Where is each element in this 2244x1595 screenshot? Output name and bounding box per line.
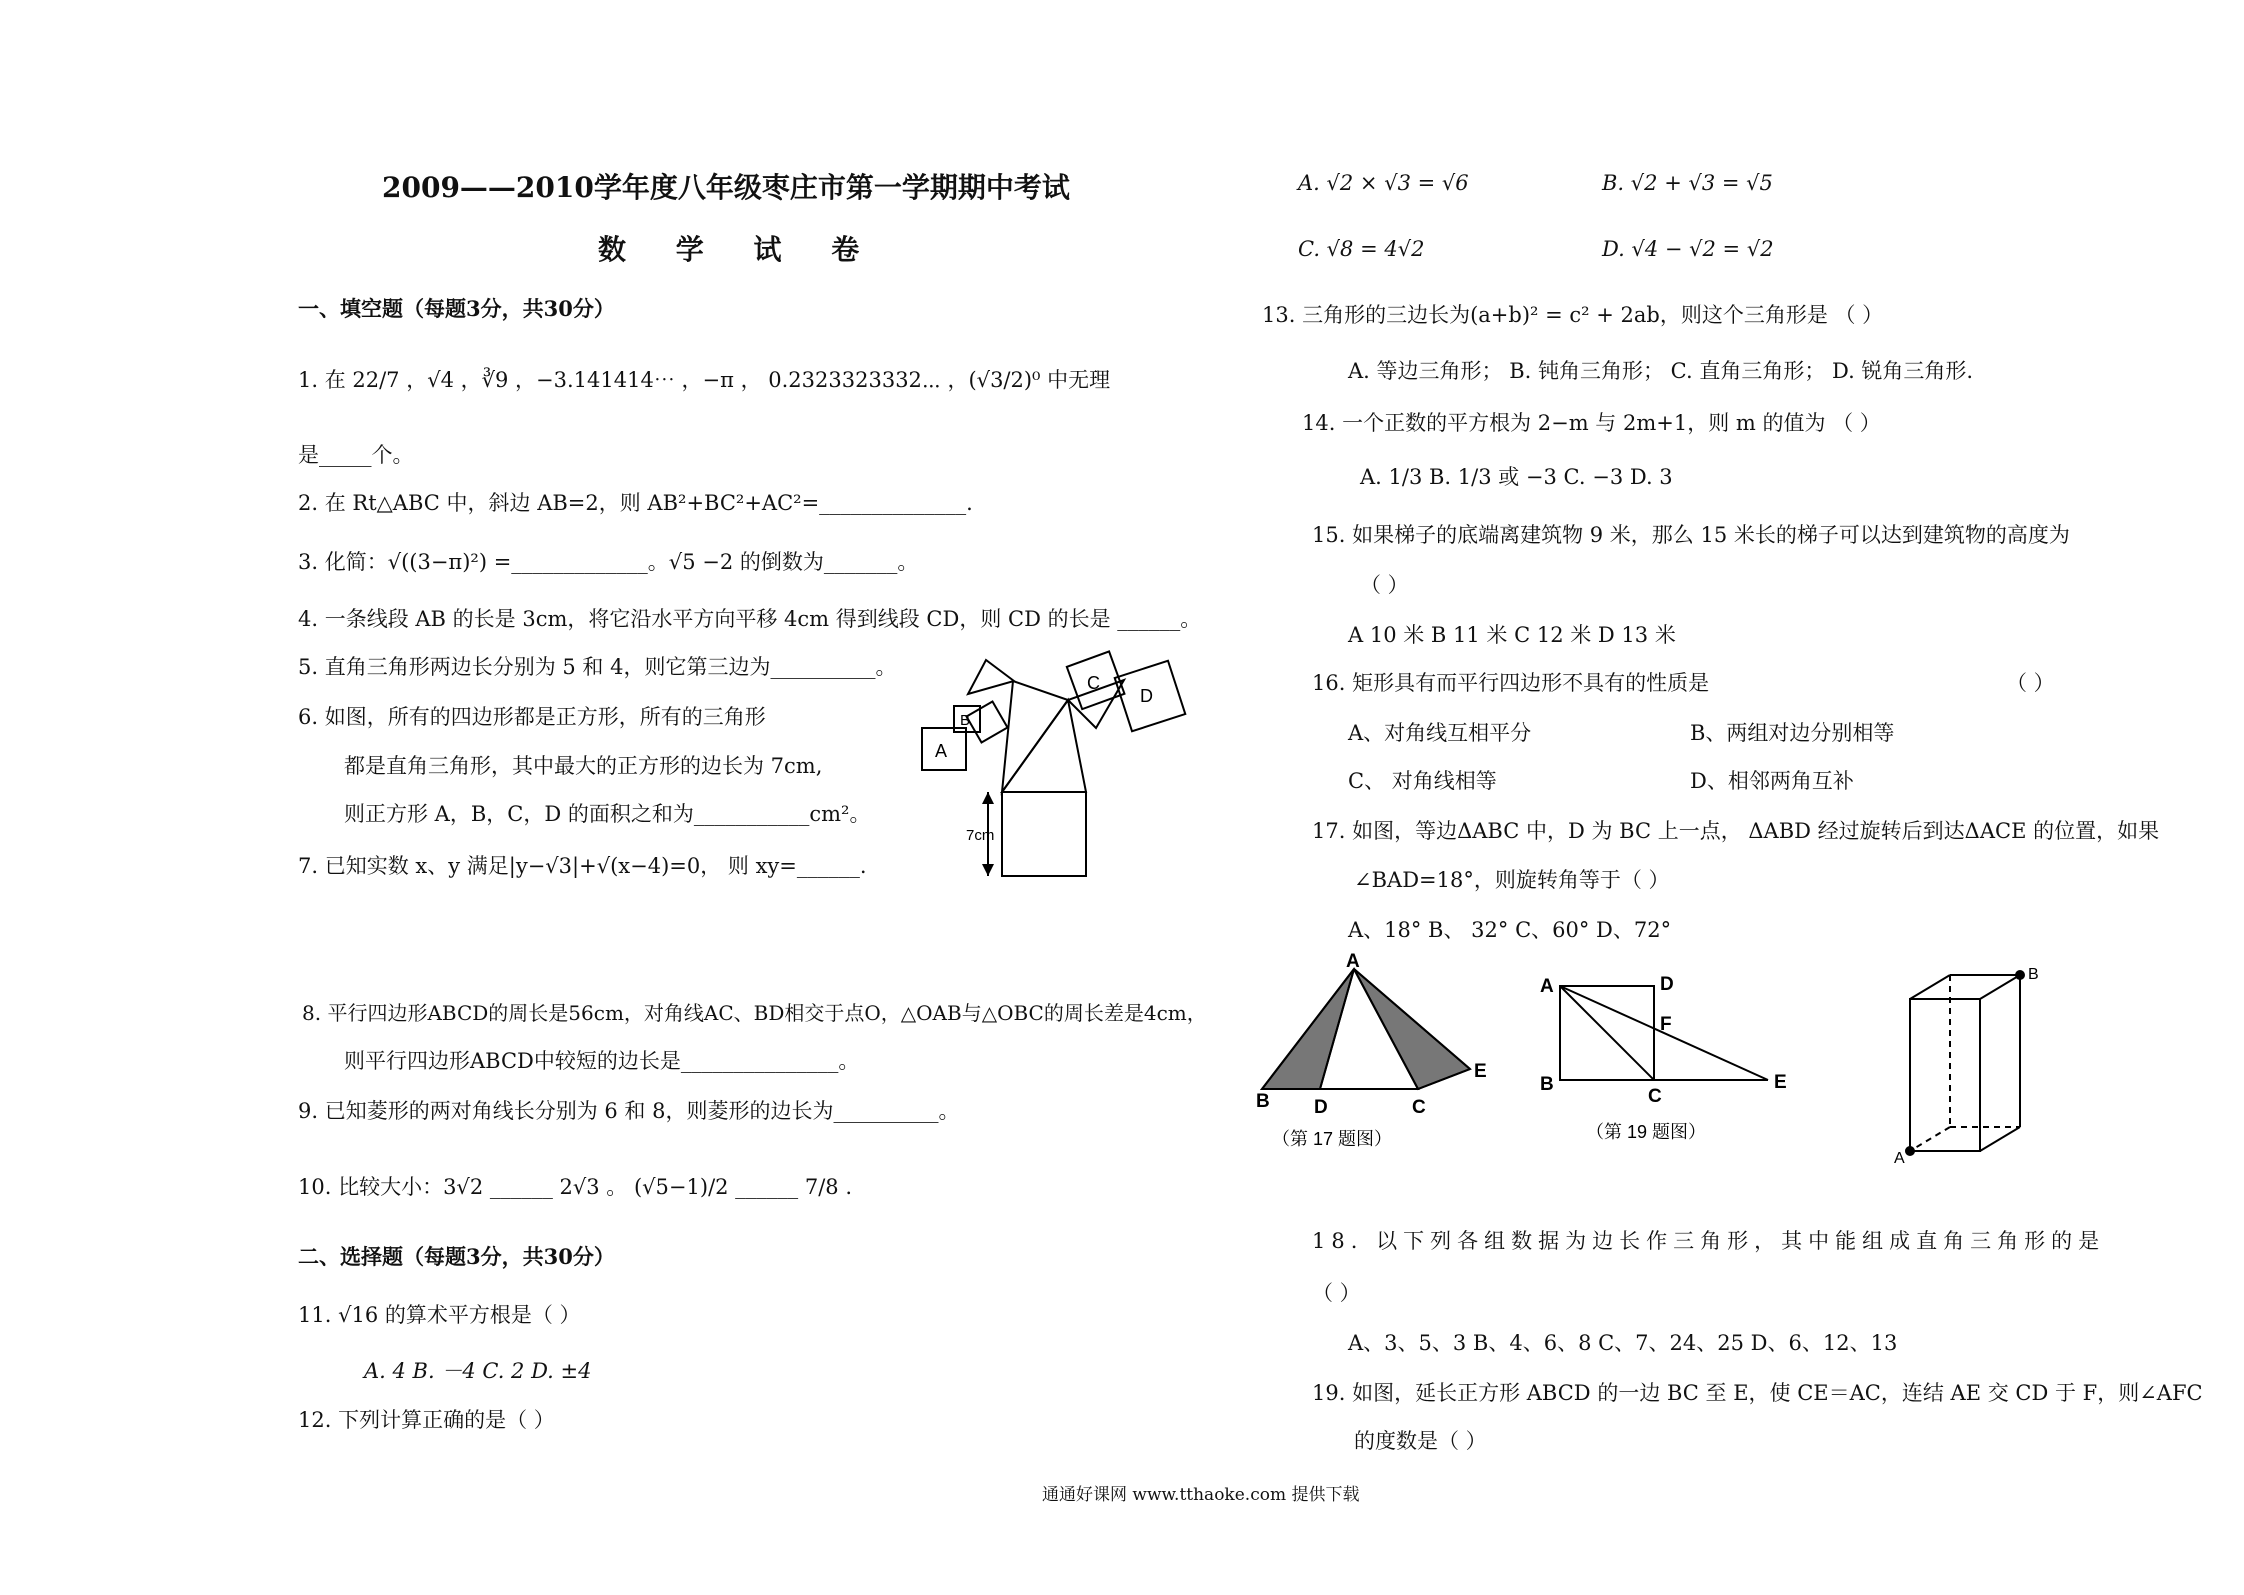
question-17-options: A、18° B、 32° C、60° D、72°: [1348, 918, 1672, 942]
question-8: 8. 平行四边形ABCD的周长是56cm，对角线AC、BD相交于点O，△OAB与△OBC的周长差是4cm，: [302, 1001, 1207, 1025]
fig19-label-f: F: [1660, 1014, 1672, 1035]
page-footer: 通通好课网 www.tthaoke.com 提供下载: [1042, 1485, 1360, 1505]
question-6-line3: 则正方形 A，B，C，D 的面积之和为___________cm²。: [344, 802, 871, 826]
question-1-cont: 是_____个。: [298, 443, 414, 467]
question-4: 4. 一条线段 AB 的长是 3cm，将它沿水平方向平移 4cm 得到线段 CD，则 CD 的长是 ______。: [298, 607, 1202, 631]
square-c-label: C: [1087, 673, 1100, 693]
question-14-options: A. 1/3 B. 1/3 或 −3 C. −3 D. 3: [1360, 465, 1673, 489]
fig17-label-e: E: [1474, 1061, 1487, 1082]
question-16-option-d: D、相邻两角互补: [1690, 769, 1854, 793]
square-b-label: B: [960, 712, 971, 729]
question-12: 12. 下列计算正确的是（ ）: [298, 1408, 555, 1432]
question-16-option-a: A、对角线互相平分: [1348, 721, 1532, 745]
fig17-caption: （第 17 题图）: [1272, 1129, 1393, 1149]
question-17-line2: ∠BAD=18°，则旋转角等于（ ）: [1354, 868, 1670, 892]
fig17-label-c: C: [1412, 1097, 1426, 1118]
fig19-label-c: C: [1648, 1086, 1662, 1107]
question-19-line2: 的度数是（ ）: [1354, 1429, 1487, 1453]
cuboid-figure: [1890, 965, 2050, 1165]
cuboid-label-b: B: [2028, 966, 2039, 983]
question-7: 7. 已知实数 x、y 满足|y−√3|+√(x−4)=0， 则 xy=______.: [298, 854, 867, 878]
fig19-label-d: D: [1660, 974, 1674, 995]
square-d-label: D: [1140, 686, 1153, 706]
question-15: 15. 如果梯子的底端离建筑物 9 米，那么 15 米长的梯子可以达到建筑物的高度为: [1312, 523, 2070, 547]
fig19-label-a: A: [1540, 976, 1554, 997]
question-16: 16. 矩形具有而平行四边形不具有的性质是: [1312, 671, 1710, 695]
figure-19: [1536, 968, 1806, 1148]
question-18: 18. 以下列各组数据为边长作三角形，其中能组成直角三角形的是: [1312, 1229, 2106, 1253]
question-6-line2: 都是直角三角形，其中最大的正方形的边长为 7cm,: [344, 754, 823, 778]
question-12-option-d: D. √4 − √2 = √2: [1602, 237, 1774, 261]
question-13-options: A. 等边三角形； B. 钝角三角形； C. 直角三角形； D. 锐角三角形.: [1348, 359, 1974, 383]
question-11: 11. √16 的算术平方根是（ ）: [298, 1303, 581, 1327]
question-1: 1. 在 22/7 ，√4 ，∛9 ，−3.141414⋯ ，−π ， 0.2323323332⋯ ，(√3/2)⁰ 中无理: [298, 368, 1111, 392]
exam-title: 2009——2010学年度八年级枣庄市第一学期期中考试: [382, 171, 1070, 204]
question-12-option-a: A. √2 × √3 = √6: [1298, 171, 1469, 195]
cuboid-label-a: A: [1894, 1150, 1905, 1167]
question-13: 13. 三角形的三边长为(a+b)² = c² + 2ab，则这个三角形是 （ ）: [1262, 303, 1884, 327]
question-5: 5. 直角三角形两边长分别为 5 和 4，则它第三边为__________。: [298, 655, 897, 679]
question-3: 3. 化简：√((3−π)²) =_____________。√5 −2 的倒数为_______。: [298, 550, 919, 574]
square-side-label: 7cm: [966, 827, 995, 844]
fig19-label-b: B: [1540, 1074, 1554, 1095]
question-2: 2. 在 Rt△ABC 中，斜边 AB=2，则 AB²+BC²+AC²=______________.: [298, 491, 973, 515]
exam-subtitle: 数 学 试 卷: [598, 233, 880, 266]
fig19-label-e: E: [1774, 1072, 1787, 1093]
section-fill-blank-heading: 一、填空题（每题3分，共30分）: [298, 296, 615, 321]
question-14: 14. 一个正数的平方根为 2−m 与 2m+1，则 m 的值为 （ ）: [1302, 411, 1881, 435]
question-16-option-b: B、两组对边分别相等: [1690, 721, 1895, 745]
question-15-options: A 10 米 B 11 米 C 12 米 D 13 米: [1348, 623, 1676, 647]
question-18-bracket: （ ）: [1312, 1281, 1361, 1305]
question-11-options: A. 4 B. －4 C. 2 D. ±4: [364, 1359, 592, 1383]
question-12-option-c: C. √8 = 4√2: [1298, 237, 1425, 261]
question-16-bracket: （ ）: [2006, 671, 2055, 695]
fig17-label-a: A: [1346, 951, 1360, 972]
question-15-bracket: （ ）: [1360, 573, 1409, 597]
fig17-label-d: D: [1314, 1097, 1328, 1118]
question-6: 6. 如图，所有的四边形都是正方形，所有的三角形: [298, 705, 766, 729]
question-9: 9. 已知菱形的两对角线长分别为 6 和 8，则菱形的边长为__________。: [298, 1099, 960, 1123]
question-18-options: A、3、5、3 B、4、6、8 C、7、24、25 D、6、12、13: [1348, 1331, 1898, 1355]
question-19: 19. 如图，延长正方形 ABCD 的一边 BC 至 E，使 CE＝AC，连结 AE 交 CD 于 F，则∠AFC: [1312, 1381, 2203, 1405]
fig19-caption: （第 19 题图）: [1586, 1122, 1707, 1142]
question-12-option-b: B. √2 + √3 = √5: [1602, 171, 1773, 195]
question-17: 17. 如图，等边ΔABC 中，D 为 BC 上一点， ΔABD 经过旋转后到达ΔACE 的位置，如果: [1312, 819, 2160, 843]
question-16-option-c: C、 对角线相等: [1348, 769, 1497, 793]
figure-17: [1256, 951, 1498, 1155]
question-8-line2: 则平行四边形ABCD中较短的边长是_______________。: [344, 1049, 860, 1073]
fig17-label-b: B: [1256, 1091, 1270, 1112]
squares-figure: [918, 650, 1190, 880]
question-10: 10. 比较大小：3√2 ______ 2√3 。 (√5−1)/2 ______ 7/8 .: [298, 1175, 852, 1199]
section-choice-heading: 二、选择题（每题3分，共30分）: [298, 1244, 615, 1269]
square-a-label: A: [935, 741, 948, 761]
